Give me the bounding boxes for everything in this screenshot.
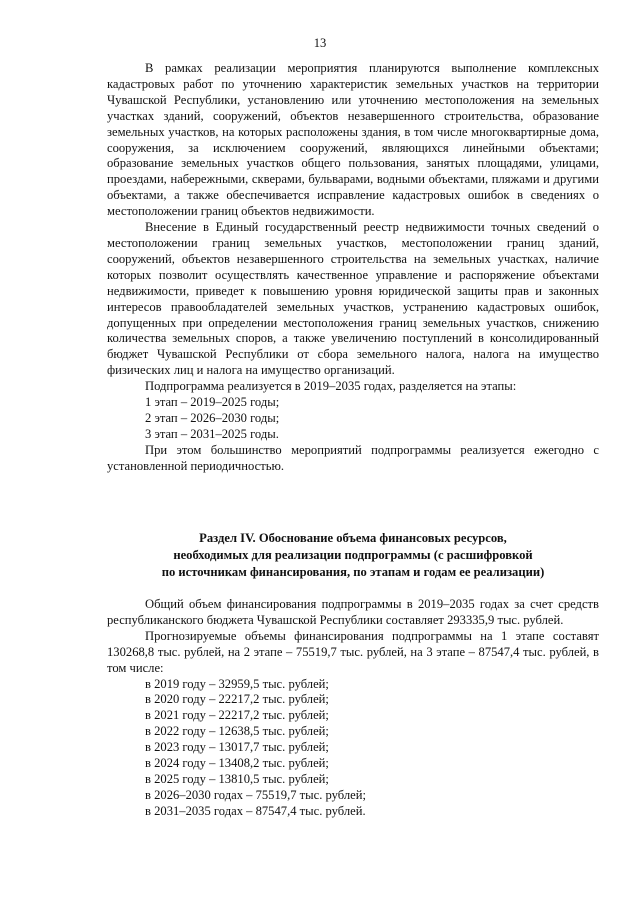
yearly-funding-item: в 2025 году – 13810,5 тыс. рублей; [145, 771, 329, 786]
yearly-funding-item: в 2019 году – 32959,5 тыс. рублей; [145, 676, 329, 691]
paragraph-cadastral-works: В рамках реализации мероприятия планируются выполнение комплексных кадастровых работ по уточнению характеристик земельных участков на территории Чувашской Республики, установлению или уточнению местоположения на земельных участках зданий, сооружений, объектов незавершенного строительства, образование земельных участков, на которых расположены здания, в том числе многоквартирные дома, сооружения, за исключением сооружений, являющихся линейными объектами; образование земельных участков общего пользования, занятых площадями, улицами, проездами, набережными, скверами, бульварами, водными объектами, пляжами и другими объектами, а также обеспечивается исправление кадастровых ошибок в сведениях о местоположении границ объектов недвижимости. [107, 61, 599, 219]
page-number: 13 [313, 36, 327, 50]
paragraph-stage-funding: Прогнозируемые объемы финансирования подпрограммы на 1 этапе составят 130268,8 тыс. рублей, на 2 этапе – 75519,7 тыс. рублей, на 3 этапе – 87547,4 тыс. рублей, в том числе: [107, 628, 599, 675]
section-heading-line: необходимых для реализации подпрограммы (с расшифровкой [173, 548, 533, 562]
paragraph-stages-intro: Подпрограмма реализуется в 2019–2035 годах, разделяется на этапы: [145, 379, 517, 394]
paragraph-total-funding: Общий объем финансирования подпрограммы в 2019–2035 годах за счет средств республиканского бюджета Чувашской Республики составляет 293335,9 тыс. рублей. [107, 597, 599, 627]
yearly-funding-item: в 2020 году – 22217,2 тыс. рублей; [145, 692, 329, 707]
funding-section [107, 597, 599, 820]
stage-item: 3 этап – 2031–2025 годы. [145, 426, 279, 441]
paragraph-registry-benefits: Внесение в Единый государственный реестр недвижимости точных сведений о местоположении границ земельных участков, местоположении границ зданий, сооружений, объектов незавершенного строительства на земельных участках, наличие которых позволит осуществлять качественное управление и распоряжение объектами недвижимости, приведет к повышению уровня юридической защиты прав и законных интересов правообладателей земельных участков, устранению кадастровых ошибок, допущенных при определении местоположения границ земельных участков, снижению количества земельных споров, а также увеличению поступлений в консолидированный бюджет Чувашской Республики от сбора земельного налога, налога на имущество физических лиц и налога на имущество организаций. [107, 220, 599, 378]
stage-item: 1 этап – 2019–2025 годы; [145, 395, 280, 410]
yearly-funding-item: в 2021 году – 22217,2 тыс. рублей; [145, 708, 329, 723]
stage-item: 2 этап – 2026–2030 годы; [145, 410, 280, 425]
section-heading [107, 530, 599, 581]
yearly-funding-item: в 2031–2035 годах – 87547,4 тыс. рублей. [145, 803, 366, 818]
yearly-funding-item: в 2022 году – 12638,5 тыс. рублей; [145, 724, 329, 739]
yearly-funding-item: в 2024 году – 13408,2 тыс. рублей; [145, 756, 329, 771]
paragraph-stages-note: При этом большинство мероприятий подпрограммы реализуется ежегодно с установленной периодичностью. [107, 442, 599, 473]
section-heading-line: по источникам финансирования, по этапам и годам ее реализации) [161, 565, 545, 579]
yearly-funding-item: в 2026–2030 годах – 75519,7 тыс. рублей; [145, 787, 366, 802]
yearly-funding-item: в 2023 году – 13017,7 тыс. рублей; [145, 740, 329, 755]
intro-section [107, 61, 599, 475]
section-heading-line: Раздел IV. Обоснование объема финансовых ресурсов, [199, 531, 507, 545]
